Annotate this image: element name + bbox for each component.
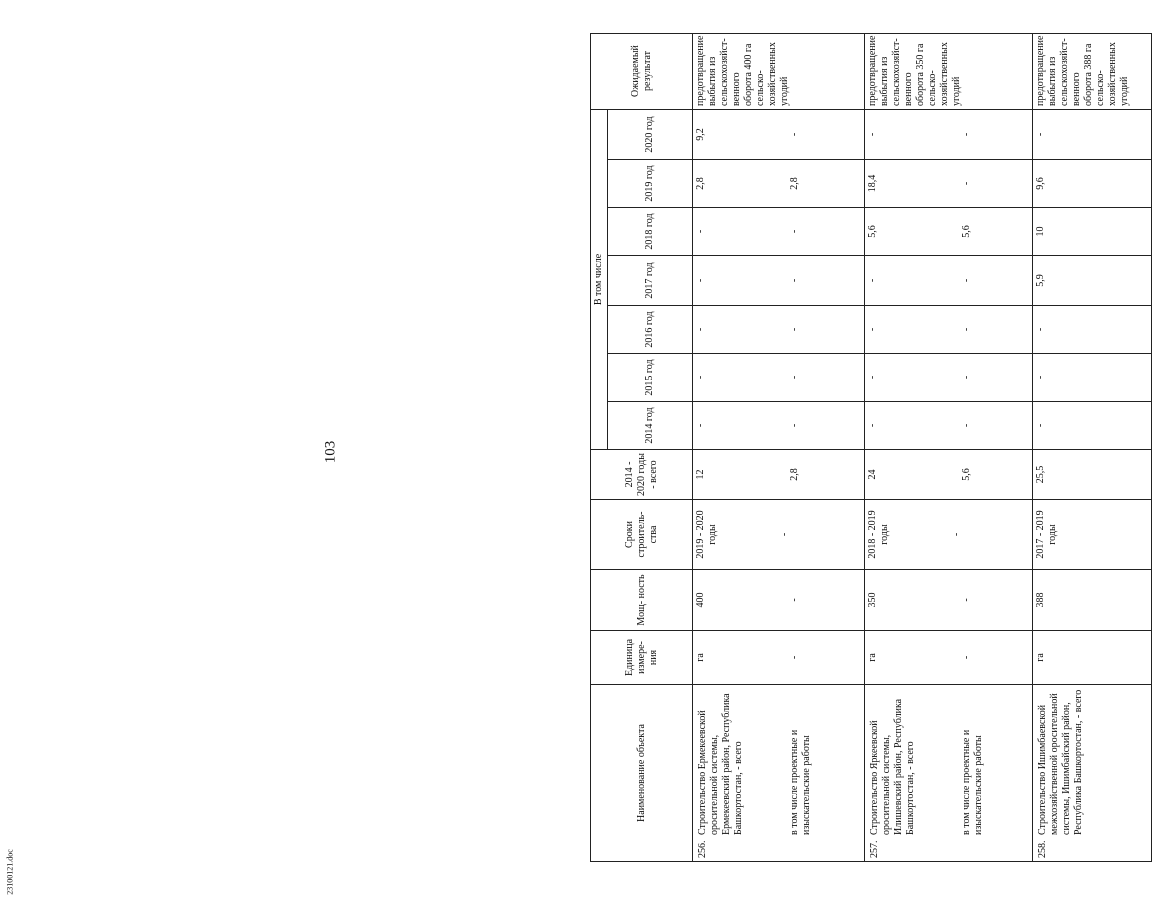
sub-value: 2,8	[789, 177, 800, 190]
sub-value: -	[789, 278, 800, 283]
value: 18,4	[867, 174, 878, 193]
object-name: Строительство Яркеевской оросительной системы, Илишевский район, Республика Башкортостан, - всего	[869, 698, 916, 835]
sub-value: 5,6	[961, 225, 972, 238]
row-257-result-cell: предотвращение выбытия из сельскохозяйст- венного оборота 350 га сельско- хозяйственных угодий	[864, 33, 1032, 110]
row-256-2018-cell	[692, 208, 864, 256]
value: -	[695, 229, 706, 234]
header-incl: В том числе	[590, 110, 607, 450]
row-258-2018-cell: 10	[1032, 208, 1152, 256]
header-year-2018: 2018 год	[607, 208, 692, 256]
total-value: 24	[867, 469, 878, 480]
row-256-2017-cell	[692, 256, 864, 306]
period-value: 2019 - 2020 годы	[695, 510, 718, 559]
sub-value: -	[789, 229, 800, 234]
object-subname: в том числе проектные и изыскательские работы	[789, 729, 812, 835]
document-id: 23100121.doc	[5, 849, 15, 895]
header-year-2017: 2017 год	[607, 256, 692, 306]
capacity-value: 350	[867, 592, 878, 608]
row-257-unit-cell	[864, 631, 1032, 685]
row-257-2020-cell	[864, 110, 1032, 160]
header-year-2015: 2015 год	[607, 354, 692, 402]
sub-period-value: -	[951, 532, 962, 537]
value: -	[867, 327, 878, 332]
row-258-name-cell	[1032, 685, 1152, 862]
row-258-2016-cell: -	[1032, 306, 1152, 354]
value: -	[695, 327, 706, 332]
row-258-2020-cell: -	[1032, 110, 1152, 160]
row-number: 256.	[697, 840, 708, 858]
sub-value: -	[961, 181, 972, 186]
row-258-period-cell: 2017 - 2019 годы	[1032, 500, 1152, 570]
period-value: 2018 - 2019 годы	[867, 510, 890, 559]
sub-value: -	[789, 132, 800, 137]
row-256-2020-cell	[692, 110, 864, 160]
row-258-2014-cell: -	[1032, 402, 1152, 450]
sub-unit-value: -	[789, 655, 800, 660]
unit-value: га	[695, 653, 706, 662]
row-256-2015-cell	[692, 354, 864, 402]
header-name: Наименование объекта	[590, 685, 692, 862]
sub-value: -	[961, 423, 972, 428]
value: -	[867, 375, 878, 380]
header-total: 2014 - 2020 годы - всего	[590, 450, 692, 500]
header-year-2016: 2016 год	[607, 306, 692, 354]
row-257-capacity-cell	[864, 570, 1032, 631]
value: -	[695, 278, 706, 283]
row-256-period-cell	[692, 500, 864, 570]
row-258-unit-cell: га	[1032, 631, 1152, 685]
sub-value: -	[961, 278, 972, 283]
value: -	[867, 423, 878, 428]
row-number: 257.	[869, 840, 880, 858]
header-capacity: Мощ- ность	[590, 570, 692, 631]
row-256-2014-cell	[692, 402, 864, 450]
sub-value: -	[961, 327, 972, 332]
sub-value: -	[961, 375, 972, 380]
header-year-2019: 2019 год	[607, 160, 692, 208]
header-year-2014: 2014 год	[607, 402, 692, 450]
row-256-2019-cell	[692, 160, 864, 208]
sub-capacity-value: -	[789, 598, 800, 602]
row-256-unit-cell	[692, 631, 864, 685]
row-256-capacity-cell	[692, 570, 864, 631]
row-258-capacity-cell: 388	[1032, 570, 1152, 631]
row-257-2019-cell	[864, 160, 1032, 208]
row-256-result-cell: предотвращение выбытия из сельскохозяйст- венного оборота 400 га сельско- хозяйственных угодий	[692, 33, 864, 110]
header-year-2020: 2020 год	[607, 110, 692, 160]
value: -	[867, 278, 878, 283]
header-unit: Единица измере- ния	[590, 631, 692, 685]
row-258-total-cell: 25,5	[1032, 450, 1152, 500]
row-258-result-cell: предотвращение выбытия из сельскохозяйст- венного оборота 388 га сельско- хозяйственных угодий	[1032, 33, 1152, 110]
row-257-period-cell	[864, 500, 1032, 570]
row-257-2015-cell	[864, 354, 1032, 402]
header-period: Сроки строитель- ства	[590, 500, 692, 570]
sub-value: -	[789, 423, 800, 428]
row-257-2014-cell	[864, 402, 1032, 450]
sub-total-value: 2,8	[789, 468, 800, 481]
row-257-name-cell	[864, 685, 1032, 862]
row-number: 258.	[1037, 840, 1048, 858]
object-subname: в том числе проектные и изыскательские работы	[961, 729, 984, 835]
object-name: Строительство Ермекеевской оросительной системы, Ермекеевский район, Республика Башкортостан, - всего	[697, 693, 744, 835]
sub-capacity-value: -	[961, 598, 972, 602]
sub-value: -	[789, 375, 800, 380]
sub-unit-value: -	[961, 655, 972, 660]
row-256-name-cell	[692, 685, 864, 862]
value: 9,2	[695, 128, 706, 141]
object-name: Строительство Ишимбаевской межхозяйственной оросительной системы, Ишимбайский район, Республика Башкортостан, - всего	[1037, 689, 1084, 835]
row-257-2018-cell	[864, 208, 1032, 256]
sub-value: -	[961, 132, 972, 137]
row-257-2016-cell	[864, 306, 1032, 354]
investment-table	[590, 33, 1152, 862]
value: -	[695, 375, 706, 380]
row-258-2019-cell: 9,6	[1032, 160, 1152, 208]
page-number: 103	[322, 440, 339, 464]
row-256-2016-cell	[692, 306, 864, 354]
sub-value: -	[789, 327, 800, 332]
capacity-value: 400	[695, 592, 706, 608]
sub-total-value: 5,6	[961, 468, 972, 481]
value: 2,8	[695, 177, 706, 190]
row-258-2015-cell: -	[1032, 354, 1152, 402]
rotated-sheet	[590, 35, 1130, 862]
total-value: 12	[695, 469, 706, 480]
value: 5,6	[867, 225, 878, 238]
row-256-total-cell	[692, 450, 864, 500]
sub-period-value: -	[779, 532, 790, 537]
value: -	[695, 423, 706, 428]
row-257-2017-cell	[864, 256, 1032, 306]
value: -	[867, 132, 878, 137]
header-result: Ожидаемый результат	[590, 33, 692, 110]
row-257-total-cell	[864, 450, 1032, 500]
unit-value: га	[867, 653, 878, 662]
row-258-2017-cell: 5,9	[1032, 256, 1152, 306]
